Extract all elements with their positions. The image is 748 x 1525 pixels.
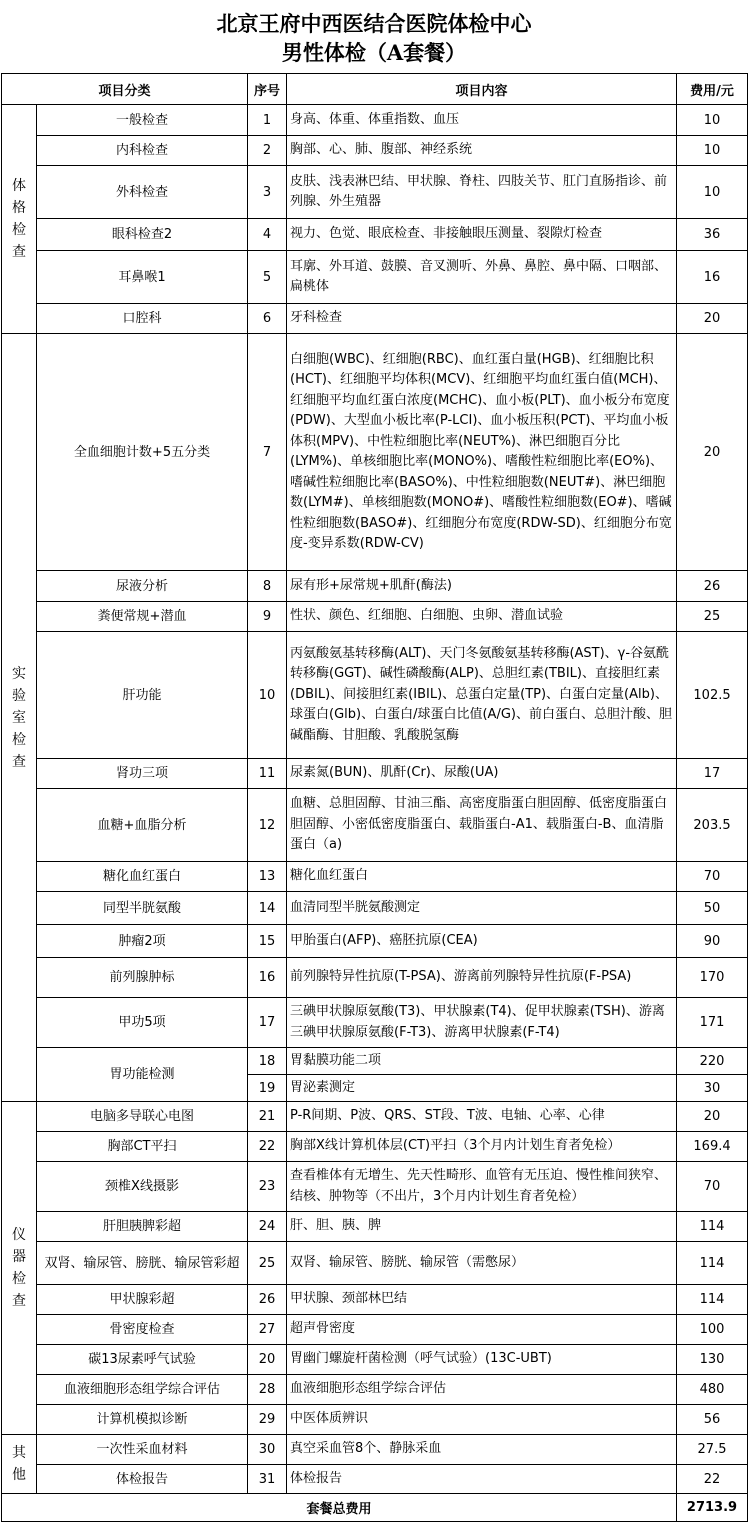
item-fee: 170 bbox=[677, 958, 748, 998]
item-seq: 14 bbox=[248, 892, 287, 925]
header-content: 项目内容 bbox=[287, 74, 677, 105]
item-name: 甲状腺彩超 bbox=[37, 1285, 248, 1315]
item-fee: 26 bbox=[677, 571, 748, 602]
table-row bbox=[2, 334, 748, 571]
item-seq: 16 bbox=[248, 958, 287, 998]
item-name: 体检报告 bbox=[37, 1465, 248, 1494]
item-content: 耳廓、外耳道、鼓膜、音叉测听、外鼻、鼻腔、鼻中隔、口咽部、扁桃体 bbox=[287, 251, 677, 304]
item-name: 肝胆胰脾彩超 bbox=[37, 1212, 248, 1242]
item-fee: 36 bbox=[677, 219, 748, 251]
item-name: 耳鼻喉1 bbox=[37, 251, 248, 304]
item-seq: 30 bbox=[248, 1435, 287, 1465]
item-fee: 10 bbox=[677, 166, 748, 219]
item-content: 糖化血红蛋白 bbox=[287, 862, 677, 892]
item-seq: 28 bbox=[248, 1375, 287, 1405]
item-fee: 114 bbox=[677, 1285, 748, 1315]
item-seq: 25 bbox=[248, 1242, 287, 1285]
item-name: 粪便常规+潜血 bbox=[37, 602, 248, 632]
category-cell bbox=[2, 1102, 37, 1435]
table-row bbox=[2, 892, 748, 925]
table-row bbox=[2, 789, 748, 862]
item-fee: 114 bbox=[677, 1212, 748, 1242]
item-content: 白细胞(WBC)、红细胞(RBC)、血红蛋白量(HGB)、红细胞比积(HCT)、红细胞平均体积(MCV)、红细胞平均血红蛋白值(MCH)、红细胞平均血红蛋白浓度(MCHC)、血小板(PLT)、血小板分布宽度(PDW)、大型血小板比率(P-LCI)、血小板压积(PCT)、平均血小板体积(MPV)、中性粒细胞比率(NEUT%)、淋巴细胞百分比(LYM%)、单核细胞比率(MONO%)、嗜酸性粒细胞比率(EO%)、嗜碱性粒细胞比率(BASO%)、中性粒细胞数(NEUT#)、淋巴细胞数(LYM#)、单核细胞数(MONO#)、嗜酸性粒细胞数(EO#)、嗜碱性粒细胞数(BASO#)、红细胞分布宽度(RDW-SD)、红细胞分布宽度-变异系数(RDW-CV) bbox=[287, 334, 677, 571]
table-row bbox=[2, 862, 748, 892]
item-seq: 11 bbox=[248, 759, 287, 789]
item-name: 外科检查 bbox=[37, 166, 248, 219]
item-content: 尿有形+尿常规+肌酐(酶法) bbox=[287, 571, 677, 602]
table-row bbox=[2, 1375, 748, 1405]
item-name: 同型半胱氨酸 bbox=[37, 892, 248, 925]
item-fee: 70 bbox=[677, 1162, 748, 1212]
item-content: 体检报告 bbox=[287, 1465, 677, 1494]
item-fee: 114 bbox=[677, 1242, 748, 1285]
item-content: 肝、胆、胰、脾 bbox=[287, 1212, 677, 1242]
item-content: 尿素氮(BUN)、肌酐(Cr)、尿酸(UA) bbox=[287, 759, 677, 789]
item-content: 胸部、心、肺、腹部、神经系统 bbox=[287, 136, 677, 166]
item-seq: 15 bbox=[248, 925, 287, 958]
table-row bbox=[2, 925, 748, 958]
total-row bbox=[2, 1494, 748, 1522]
item-fee: 171 bbox=[677, 998, 748, 1048]
item-seq: 26 bbox=[248, 1285, 287, 1315]
item-name: 甲功5项 bbox=[37, 998, 248, 1048]
item-name: 肝功能 bbox=[37, 632, 248, 759]
item-content: 视力、色觉、眼底检查、非接触眼压测量、裂隙灯检查 bbox=[287, 219, 677, 251]
header-seq: 序号 bbox=[248, 74, 287, 105]
item-name: 眼科检查2 bbox=[37, 219, 248, 251]
item-seq: 13 bbox=[248, 862, 287, 892]
item-fee: 20 bbox=[677, 304, 748, 334]
table-row bbox=[2, 1212, 748, 1242]
table-row bbox=[2, 1048, 748, 1075]
item-name: 胸部CT平扫 bbox=[37, 1132, 248, 1162]
item-seq: 21 bbox=[248, 1102, 287, 1132]
table-row bbox=[2, 759, 748, 789]
item-fee: 30 bbox=[677, 1075, 748, 1102]
item-fee: 90 bbox=[677, 925, 748, 958]
item-name: 肾功三项 bbox=[37, 759, 248, 789]
item-name: 骨密度检查 bbox=[37, 1315, 248, 1345]
table-row bbox=[2, 1465, 748, 1494]
table-row bbox=[2, 166, 748, 219]
item-fee: 220 bbox=[677, 1048, 748, 1075]
item-content: 双肾、输尿管、膀胱、输尿管（需憋尿） bbox=[287, 1242, 677, 1285]
category-cell bbox=[2, 1435, 37, 1494]
item-fee: 203.5 bbox=[677, 789, 748, 862]
item-name: 内科检查 bbox=[37, 136, 248, 166]
item-fee: 17 bbox=[677, 759, 748, 789]
item-fee: 50 bbox=[677, 892, 748, 925]
document-subtitle: 男性体检（A套餐） bbox=[281, 40, 467, 65]
exam-table bbox=[1, 73, 748, 1522]
item-content: 超声骨密度 bbox=[287, 1315, 677, 1345]
table-header-row bbox=[2, 74, 748, 105]
item-fee: 130 bbox=[677, 1345, 748, 1375]
item-content: P-R间期、P波、QRS、ST段、T波、电轴、心率、心律 bbox=[287, 1102, 677, 1132]
table-row bbox=[2, 958, 748, 998]
total-label: 套餐总费用 bbox=[2, 1494, 677, 1522]
item-name: 计算机模拟诊断 bbox=[37, 1405, 248, 1435]
table-row bbox=[2, 1405, 748, 1435]
item-seq: 31 bbox=[248, 1465, 287, 1494]
item-content: 血糖、总胆固醇、甘油三酯、高密度脂蛋白胆固醇、低密度脂蛋白胆固醇、小密低密度脂蛋白、载脂蛋白-A1、载脂蛋白-B、血清脂蛋白（a) bbox=[287, 789, 677, 862]
item-name: 一次性采血材料 bbox=[37, 1435, 248, 1465]
item-name: 糖化血红蛋白 bbox=[37, 862, 248, 892]
table-row bbox=[2, 1285, 748, 1315]
table-row bbox=[2, 998, 748, 1048]
item-content: 身高、体重、体重指数、血压 bbox=[287, 105, 677, 136]
item-name: 肿瘤2项 bbox=[37, 925, 248, 958]
item-name: 胃功能检测 bbox=[37, 1048, 248, 1102]
item-name: 一般检查 bbox=[37, 105, 248, 136]
item-seq: 24 bbox=[248, 1212, 287, 1242]
item-seq: 9 bbox=[248, 602, 287, 632]
item-name: 尿液分析 bbox=[37, 571, 248, 602]
item-content: 皮肤、浅表淋巴结、甲状腺、脊柱、四肢关节、肛门直肠指诊、前列腺、外生殖器 bbox=[287, 166, 677, 219]
item-fee: 100 bbox=[677, 1315, 748, 1345]
item-name: 血液细胞形态组学综合评估 bbox=[37, 1375, 248, 1405]
header-fee: 费用/元 bbox=[677, 74, 748, 105]
table-row bbox=[2, 1162, 748, 1212]
table-row bbox=[2, 1345, 748, 1375]
item-seq: 7 bbox=[248, 334, 287, 571]
item-seq: 2 bbox=[248, 136, 287, 166]
category-label: 实 验 室 检 查 bbox=[12, 665, 26, 770]
table-row bbox=[2, 1102, 748, 1132]
item-fee: 56 bbox=[677, 1405, 748, 1435]
table-row bbox=[2, 632, 748, 759]
item-content: 牙科检查 bbox=[287, 304, 677, 334]
item-name: 前列腺肿标 bbox=[37, 958, 248, 998]
item-name: 血糖+血脂分析 bbox=[37, 789, 248, 862]
item-seq: 8 bbox=[248, 571, 287, 602]
table-row bbox=[2, 1132, 748, 1162]
item-name: 碳13尿素呼气试验 bbox=[37, 1345, 248, 1375]
category-label: 体 格 检 查 bbox=[12, 178, 26, 260]
item-name: 全血细胞计数+5五分类 bbox=[37, 334, 248, 571]
item-fee: 22 bbox=[677, 1465, 748, 1494]
item-seq: 6 bbox=[248, 304, 287, 334]
table-row bbox=[2, 304, 748, 334]
table-row bbox=[2, 1435, 748, 1465]
item-seq: 12 bbox=[248, 789, 287, 862]
item-content: 血清同型半胱氨酸测定 bbox=[287, 892, 677, 925]
item-content: 甲状腺、颈部林巴结 bbox=[287, 1285, 677, 1315]
item-seq: 17 bbox=[248, 998, 287, 1048]
table-row bbox=[2, 251, 748, 304]
item-fee: 25 bbox=[677, 602, 748, 632]
item-content: 性状、颜色、红细胞、白细胞、虫卵、潜血试验 bbox=[287, 602, 677, 632]
item-fee: 16 bbox=[677, 251, 748, 304]
item-seq: 10 bbox=[248, 632, 287, 759]
item-name: 口腔科 bbox=[37, 304, 248, 334]
item-seq: 22 bbox=[248, 1132, 287, 1162]
document-header bbox=[0, 0, 748, 73]
item-content: 查看椎体有无增生、先天性畸形、血管有无压迫、慢性椎间狭窄、结核、肿物等（不出片，3个月内计划生育者免检） bbox=[287, 1162, 677, 1212]
table-body bbox=[2, 105, 748, 1522]
item-content: 胸部X线计算机体层(CT)平扫（3个月内计划生育者免检） bbox=[287, 1132, 677, 1162]
table-row bbox=[2, 602, 748, 632]
table-row bbox=[2, 1315, 748, 1345]
item-content: 前列腺特异性抗原(T-PSA)、游离前列腺特异性抗原(F-PSA) bbox=[287, 958, 677, 998]
item-seq: 18 bbox=[248, 1048, 287, 1075]
item-fee: 20 bbox=[677, 334, 748, 571]
item-name: 电脑多导联心电图 bbox=[37, 1102, 248, 1132]
item-content: 胃幽门螺旋杆菌检测（呼气试验）(13C-UBT) bbox=[287, 1345, 677, 1375]
item-fee: 10 bbox=[677, 136, 748, 166]
item-seq: 4 bbox=[248, 219, 287, 251]
table-row bbox=[2, 219, 748, 251]
category-label: 仪 器 检 查 bbox=[12, 1227, 26, 1309]
table-row bbox=[2, 105, 748, 136]
item-seq: 1 bbox=[248, 105, 287, 136]
item-content: 血液细胞形态组学综合评估 bbox=[287, 1375, 677, 1405]
item-seq: 5 bbox=[248, 251, 287, 304]
item-fee: 102.5 bbox=[677, 632, 748, 759]
item-name: 双肾、输尿管、膀胱、输尿管彩超 bbox=[37, 1242, 248, 1285]
item-content: 胃泌素测定 bbox=[287, 1075, 677, 1102]
item-content: 真空采血管8个、静脉采血 bbox=[287, 1435, 677, 1465]
table-row bbox=[2, 1242, 748, 1285]
item-fee: 20 bbox=[677, 1102, 748, 1132]
table-row bbox=[2, 571, 748, 602]
item-seq: 3 bbox=[248, 166, 287, 219]
item-fee: 480 bbox=[677, 1375, 748, 1405]
item-content: 三碘甲状腺原氨酸(T3)、甲状腺素(T4)、促甲状腺素(TSH)、游离三碘甲状腺原氨酸(F-T3)、游离甲状腺素(F-T4) bbox=[287, 998, 677, 1048]
item-fee: 27.5 bbox=[677, 1435, 748, 1465]
item-seq: 20 bbox=[248, 1345, 287, 1375]
header-category: 项目分类 bbox=[2, 74, 248, 105]
item-seq: 19 bbox=[248, 1075, 287, 1102]
item-content: 胃黏膜功能二项 bbox=[287, 1048, 677, 1075]
category-label: 其 他 bbox=[12, 1445, 26, 1483]
document-title: 北京王府中西医结合医院体检中心 bbox=[216, 11, 532, 36]
item-content: 甲胎蛋白(AFP)、癌胚抗原(CEA) bbox=[287, 925, 677, 958]
item-content: 中医体质辨识 bbox=[287, 1405, 677, 1435]
item-fee: 169.4 bbox=[677, 1132, 748, 1162]
item-content: 丙氨酸氨基转移酶(ALT)、天门冬氨酸氨基转移酶(AST)、γ-谷氨酰转移酶(GGT)、碱性磷酸酶(ALP)、总胆红素(TBIL)、直接胆红素(DBIL)、间接胆红素(IBIL)、总蛋白定量(TP)、白蛋白定量(Alb)、球蛋白(Glb)、白蛋白/球蛋白比值(A/G)、前白蛋白、总胆汁酸、胆碱酯酶、甘胆酸、乳酸脱氢酶 bbox=[287, 632, 677, 759]
category-cell bbox=[2, 105, 37, 334]
item-seq: 27 bbox=[248, 1315, 287, 1345]
item-fee: 10 bbox=[677, 105, 748, 136]
item-seq: 29 bbox=[248, 1405, 287, 1435]
table-row bbox=[2, 136, 748, 166]
item-name: 颈椎X线摄影 bbox=[37, 1162, 248, 1212]
category-cell bbox=[2, 334, 37, 1102]
item-seq: 23 bbox=[248, 1162, 287, 1212]
total-fee: 2713.9 bbox=[677, 1494, 748, 1522]
item-fee: 70 bbox=[677, 862, 748, 892]
